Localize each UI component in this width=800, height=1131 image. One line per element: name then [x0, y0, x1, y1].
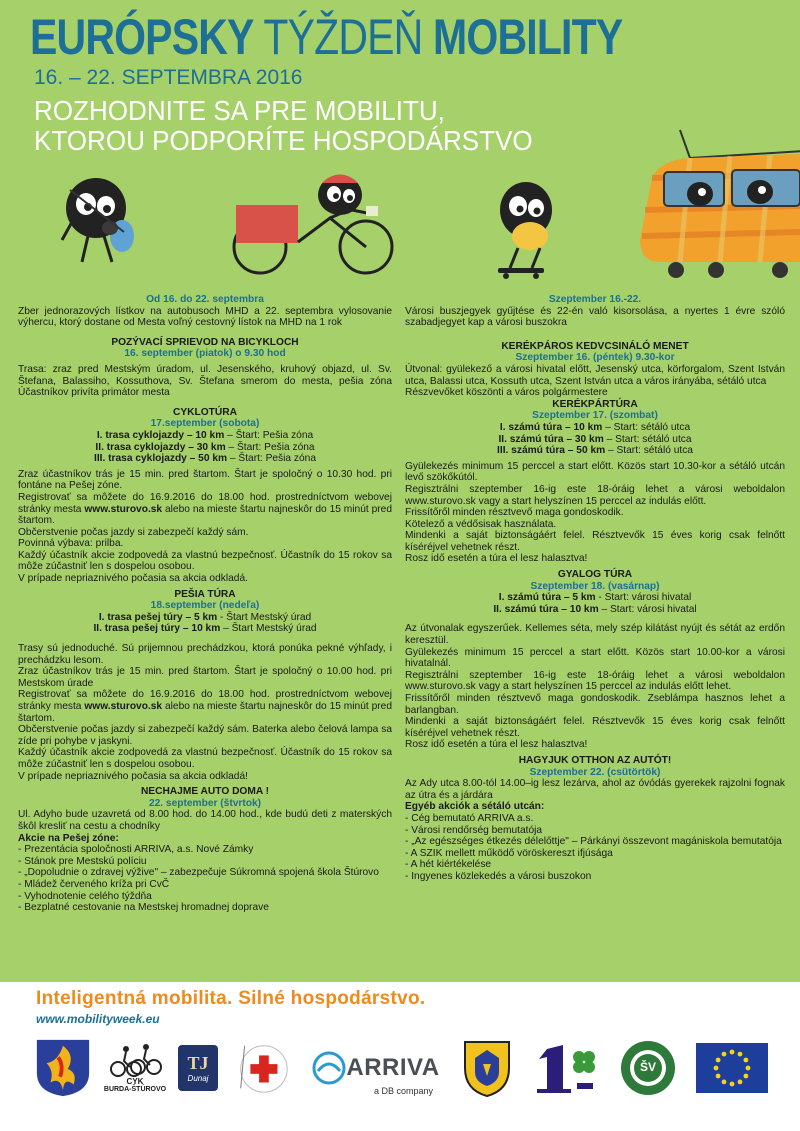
route-name: III. trasa cyklojazdy – 50 km [93, 453, 228, 465]
list-item: - Vyhodnotenie celého týždňa [18, 890, 152, 902]
website-link[interactable]: www.sturovo.sk [84, 503, 163, 515]
route-start: – Start: sétáló utca [602, 421, 691, 433]
logo-text: BURDA-ŠTÚROVO [103, 1085, 167, 1093]
right-column-hungarian [405, 294, 785, 883]
skateboarder-illustration [498, 182, 552, 279]
section-title: CYKLOTÚRA [173, 406, 237, 418]
slogan-line-2: KTOROU PODPORÍTE HOSPODÁRSTVO [34, 125, 533, 156]
arriva-emblem-icon [312, 1051, 346, 1085]
eu-star-icon [716, 1074, 721, 1079]
list-item: - Stánok pre Mestskú políciu [18, 855, 147, 867]
section-date: Szeptember 22. (csütörtök) [529, 766, 661, 778]
mobility-illustration [0, 0, 800, 292]
event-list [405, 813, 785, 883]
section-text: Zraz účastníkov trás je 15 min. pred štartom. Štart je spoločný o 10.00 hod. pri Mestskom úrade [18, 666, 392, 689]
section-text: Kötelező a védősisak használata. [405, 518, 557, 530]
eu-star-icon [714, 1066, 719, 1071]
section-title: KERÉKPÁROS KEDVCSINÁLÓ MENET [501, 340, 689, 352]
left-column-slovak [18, 294, 392, 914]
section-title: HAGYJUK OTTHON AZ AUTÓT! [518, 754, 672, 766]
logo-mark: TJ [187, 1053, 209, 1073]
section-text: Regisztrálni szeptember 16-ig este 18-óráig lehet a városi weboldalon www.sturovo.sk vagy a start helyszínen 15 perccel az indulás előtt. [405, 483, 785, 507]
route-start: – Start: városi hivatal [598, 603, 697, 615]
logo-text: Dunaj [187, 1074, 209, 1083]
arriva-tagline: a DB company [374, 1086, 434, 1096]
logo-text: CYK [126, 1076, 144, 1086]
section-text: V prípade nepriaznivého počasia sa akcia odkladá. [18, 573, 248, 585]
section-text: Trasy sú jednoduché. Sú prijemnou prechádzkou, ktorá ponúka pekné výhľady, i prechádzku lesom. [18, 643, 392, 666]
route-start: – Start: sétáló utca [603, 433, 692, 445]
section-date: 22. september (štvrtok) [148, 797, 262, 809]
event-list [18, 844, 392, 914]
sturovo-coat-of-arms-logo [34, 1038, 92, 1098]
police-badge-icon [461, 1038, 513, 1098]
mestska-policia-logo [460, 1038, 514, 1098]
section-title: GYALOG TÚRA [557, 569, 633, 581]
section-text: Každý účastník akcie zodpovedá za vlastnú bezpečnosť. Účastník do 15 rokov sa môže zúčastniť len s dospelou osobou. [18, 549, 392, 573]
title-word-2: TÝŽDEŇ [263, 9, 423, 65]
section-date: 18.september (nedeľa) [150, 600, 260, 612]
route-start: - Štart Mestský úrad [217, 611, 312, 623]
section-text: Povinná výbava: prilba. [18, 538, 124, 550]
tagline: Inteligentná mobilita. Silné hospodárstvo. [36, 988, 426, 1009]
section-text: Ul. Adyho bude uzavretá od 8.00 hod. do 14.00 hod., kde budú deti z materských škôl kresliť na cestu a chodníky [18, 809, 392, 832]
route-name: I. trasa pešej túry – 5 km [98, 611, 218, 623]
list-item: - A SZIK mellett működő vöröskereszt ifjúsága [405, 847, 613, 859]
walker-character-illustration [62, 178, 134, 262]
section-text: Zraz účastníkov trás je 15 min. pred štartom. Štart je spoločný o 10.30 hod. pri fontáne na Pešej zóne. [18, 468, 392, 492]
section-date: Od 16. do 22. septembra [146, 294, 264, 305]
section-text: Részvevőket köszönti a város polgármestere [405, 387, 608, 399]
section-text: Zber jednorazových lístkov na autobusoch MHD a 22. septembra vylosovanie výhercu, ktorý dostane od Mesta voľný cestovný lístok na MHD na 1 rok [18, 305, 392, 329]
text-span: alebo na mieste štartu najneskôr do 15 minút pred štartom. [18, 701, 392, 724]
list-item: - A hét kiértékelése [405, 859, 492, 871]
section-text: V prípade nepriaznivého počasia sa akcia odkladá! [18, 770, 248, 782]
eu-star-icon [716, 1058, 721, 1063]
tram-illustration [640, 130, 800, 278]
eu-flag-logo [696, 1038, 768, 1098]
eu-star-icon [744, 1058, 749, 1063]
red-cross-logo [234, 1038, 290, 1098]
eu-star-icon [738, 1052, 743, 1057]
route-start: – Štart: Pešia zóna [224, 429, 314, 441]
website-url[interactable]: www.mobilityweek.eu [36, 1012, 160, 1026]
list-item: - Városi rendőrség bemutatója [405, 824, 543, 836]
arriva-logo [312, 1038, 440, 1098]
section-text: Mindenki a saját biztonságáért felel. Résztvevők 15 éves korig csak felnőtt kíséréjvel vehetnek részt. [405, 716, 785, 739]
title-word-1: EURÓPSKY [30, 9, 254, 65]
route-name: III. számú túra – 50 km [497, 445, 606, 457]
section-date: 16. september (piatok) o 9.30 hod [124, 348, 286, 360]
eu-star-icon [722, 1080, 727, 1085]
section-text: Každý účastník akcie zodpovedá za vlastnú bezpečnosť. Účastník do 15 rokov sa môže zúčastniť len s dospelou osobou. [18, 747, 392, 770]
section-text: Városi buszjegyek gyűjtése és 22-én való kisorsolása, a nyertes 1 évre szóló szabadjegyet kap a városi buszokra [405, 305, 785, 329]
section-title: PEŠIA TÚRA [174, 588, 236, 600]
section-text: Gyülekezés minimum 15 perccel a start előtt. Közös start 10.00-kor a városi hivatalnál. [405, 646, 785, 670]
route-name: I. trasa cyklojazdy – 10 km [96, 429, 225, 441]
cargo-bike-illustration [234, 175, 392, 274]
number-one-clover-icon [533, 1043, 597, 1093]
eu-star-icon [746, 1066, 751, 1071]
text-span: alebo na mieste štartu najneskôr do 15 minút pred štartom. [18, 503, 392, 527]
eu-star-icon [744, 1074, 749, 1079]
route-name: I. számú túra – 5 km [498, 592, 596, 604]
section-date: Szeptember 18. (vasárnap) [530, 580, 660, 592]
arriva-wordmark: ARRIVA [346, 1054, 440, 1081]
school-number-one-logo [532, 1038, 598, 1098]
title-word-3: MOBILITY [433, 9, 623, 65]
route-name: II. számú túra – 30 km [498, 433, 604, 445]
section-text: Regisztrálni szeptember 16-ig este 18-óráig lehet a városi weboldalon www.sturovo.sk vagy a start helyszínen 15 perccel az indulás előtt lehet. [405, 669, 785, 693]
section-date: 17.september (sobota) [150, 418, 260, 430]
route-name: II. trasa cyklojazdy – 30 km [95, 441, 226, 453]
list-title: Egyéb akciók a sétáló utcán: [405, 801, 545, 813]
route-start: – Štart Mestský úrad [220, 623, 317, 635]
section-text: Občerstvenie počas jazdy si zabezpečí každý sám. [18, 526, 249, 538]
text-span: Registrovať sa môžete do 16.9.2016 do 18.00 hod. prostredníctvom webovej stránky mesta [18, 689, 392, 712]
section-title: POZÝVACÍ SPRIEVOD NA BICYKLOCH [111, 336, 299, 348]
section-text: Rosz idő esetén a túra el lesz halasztva! [405, 739, 588, 751]
route-name: II. számú túra – 10 km [493, 603, 599, 615]
website-link[interactable]: www.sturovo.sk [84, 701, 163, 712]
list-item: - Cég bemutató ARRIVA a.s. [405, 812, 534, 824]
section-text: Gyülekezés minimum 15 perccel a start előtt. Közös start 10.30-kor a sétáló utcán levő szökőkútól. [405, 460, 785, 484]
dunaj-logo [176, 1038, 220, 1098]
list-item: - „Az egészséges étkezés délelőttje" – Párkányi összevont magániskola bemutatója [405, 836, 782, 848]
content-columns [0, 292, 800, 982]
route-start: – Start: sétáló utca [605, 445, 693, 457]
header-banner [0, 0, 800, 292]
section-text: Mindenki a saját biztonságáért felel. Résztvevők 15 éves korig csak felnőtt kíséréjvel vehetnek részt. [405, 530, 785, 553]
slogan-line-1: ROZHODNITE SA PRE MOBILITU, [34, 95, 445, 126]
list-item: - Prezentácia spoločnosti ARRIVA, a.s. Nové Zámky [18, 844, 254, 856]
list-item: - Bezplatné cestovanie na Mestskej hromadnej doprave [18, 902, 269, 914]
section-date: Szeptember 16.-22. [548, 294, 642, 305]
eu-star-icon [722, 1052, 727, 1057]
route-start: – Štart: Pešia zóna [225, 441, 315, 453]
section-text: Az útvonalak egyszerűek. Kellemes séta, mely szép kilátást nyújt és sétát az erdőn keresztül. [405, 623, 785, 647]
event-dates: 16. – 22. SEPTEMBRA 2016 [34, 66, 303, 89]
sportovy-klub-logo [618, 1038, 678, 1098]
section-title: NECHAJME AUTO DOMA ! [140, 786, 270, 798]
list-item: - „Dopoludnie o zdravej výžive" – zabezpečuje Súkromná spojená škola Štúrovo [18, 867, 379, 879]
section-text: Az Ady utca 8.00-tól 14.00–ig lesz lezárva, ahol az óvódás gyerekek rajzolni fognak az útra és a járdára [405, 778, 785, 801]
section-text: Útvonal: gyülekező a városi hivatal előtt, Jesenský utca, körforgalom, Szent István utca, Balassi utca, Kossuth utca, Szent István utca a város irányába, sétáló utca [405, 363, 785, 387]
route-name: II. trasa pešej túry – 10 km [93, 623, 221, 635]
section-text: Občerstvenie počas jazdy si zabezpečí každý sám. Baterka alebo čelová lampa sa zíde pri pohybe v jaskyni. [18, 724, 392, 747]
route-start: - Start: városi hivatal [595, 592, 692, 604]
section-text: Frissítőről minden résztvevő maga gondoskodik. [405, 507, 624, 519]
list-title: Akcie na Pešej zóne: [18, 832, 119, 844]
text-span: Registrovať sa môžete do 16.9.2016 do 18.00 hod. prostredníctvom webovej stránky mesta [18, 491, 392, 515]
route-start: – Štart: Pešia zóna [227, 453, 316, 465]
list-item: - Mládež červeného kríža pri CvČ [18, 878, 170, 890]
cyclists-icon [108, 1043, 162, 1077]
eu-star-icon [738, 1080, 743, 1085]
section-text: Trasa: zraz pred Mestským úradom, ul. Jesenského, kruhový objazd, ul. Sv. Štefana, Balassiho, Kossuthova, Sv. Štefana smerom do mesta, pešia zóna Účastníkov privíta primátor mesta [18, 363, 392, 399]
cyk-burda-logo [103, 1038, 167, 1098]
logo-text: ŠV [639, 1060, 656, 1074]
section-text: Frissítőről minden résztvevő maga gondoskodik. Zseblámpa hasznos lehet a barlangban. [405, 693, 785, 716]
section-date: Szeptember 16. (péntek) 9.30-kor [515, 352, 675, 364]
list-item: - Ingyenes közlekedés a városi buszokon [405, 870, 592, 882]
footer [0, 982, 800, 1131]
section-text: Rosz idő esetén a túra el lesz halasztva! [405, 553, 588, 565]
eu-star-icon [730, 1050, 735, 1055]
section-date: Szeptember 17. (szombat) [532, 410, 658, 422]
section-title: KERÉKPÁRTÚRA [552, 398, 638, 410]
eu-star-icon [730, 1082, 735, 1087]
route-name: I. számú túra – 10 km [499, 421, 603, 433]
